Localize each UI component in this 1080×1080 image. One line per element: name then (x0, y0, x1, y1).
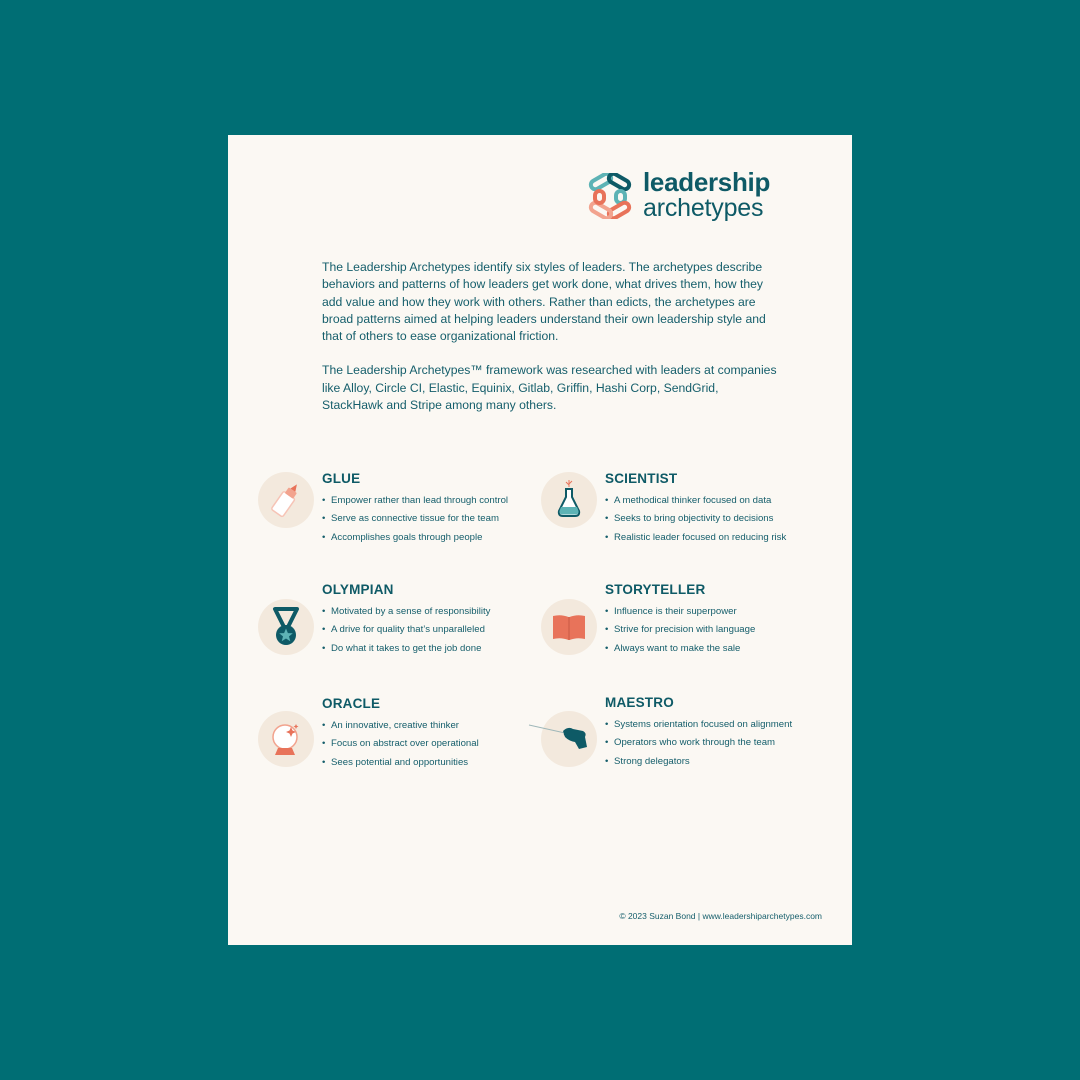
list-item: • Do what it takes to get the job done (322, 640, 490, 658)
logo-title-line2: archetypes (643, 194, 764, 222)
list-item: • A methodical thinker focused on data (605, 492, 786, 510)
intro-paragraph-2: The Leadership Archetypes™ framework was researched with leaders at companies like Alloy, Circle CI, Elastic, Equinix, Gitlab, Griffin, Hashi Corp, SendGrid, StackHawk and Stripe among many others. (322, 363, 777, 413)
archetype-points (322, 492, 508, 547)
archetype-points (322, 603, 490, 658)
archetype-title: STORYTELLER (605, 582, 706, 597)
archetype-points (605, 716, 792, 771)
list-item: • Operators who work through the team (605, 734, 792, 752)
medal-icon (258, 599, 314, 655)
list-item: • Serve as connective tissue for the team (322, 510, 508, 528)
document-page (228, 135, 852, 945)
list-item: • Systems orientation focused on alignment (605, 716, 792, 734)
archetype-title: SCIENTIST (605, 471, 678, 486)
archetype-points (605, 603, 755, 658)
list-item: • Influence is their superpower (605, 603, 755, 621)
archetype-maestro (541, 696, 831, 786)
archetype-title: MAESTRO (605, 695, 674, 710)
archetype-scientist (541, 472, 831, 562)
archetype-points (322, 717, 479, 772)
crystal-ball-icon (258, 711, 314, 767)
list-item: • Strong delegators (605, 753, 792, 771)
logo-title-line1: leadership (643, 167, 771, 197)
list-item: • An innovative, creative thinker (322, 717, 479, 735)
list-item: • Accomplishes goals through people (322, 529, 508, 547)
list-item: • Motivated by a sense of responsibility (322, 603, 490, 621)
flask-icon (541, 472, 597, 528)
archetype-points (605, 492, 786, 547)
archetype-oracle (258, 697, 548, 787)
list-item: • A drive for quality that’s unparalleled (322, 621, 490, 639)
glue-bottle-icon (258, 472, 314, 528)
archetype-title: OLYMPIAN (322, 582, 394, 597)
list-item: • Always want to make the sale (605, 640, 755, 658)
archetype-title: GLUE (322, 471, 361, 486)
list-item: • Realistic leader focused on reducing risk (605, 529, 786, 547)
book-icon (541, 599, 597, 655)
chain-link-logo-icon (586, 173, 634, 219)
list-item: • Focus on abstract over operational (322, 735, 479, 753)
list-item: • Strive for precision with language (605, 621, 755, 639)
intro-text (322, 259, 782, 431)
archetype-olympian (258, 583, 548, 673)
archetype-title: ORACLE (322, 696, 381, 711)
intro-paragraph-1: The Leadership Archetypes identify six styles of leaders. The archetypes describe behaviors and patterns of how leaders get work done, what drives them, how they add value and how they work with others. Rather than edicts, the archetypes are broad patterns aimed at helping leaders understand their own leadership style and that of others to ease organizational friction. (322, 260, 766, 344)
list-item: • Sees potential and opportunities (322, 754, 479, 772)
archetype-glue (258, 472, 548, 562)
list-item: • Seeks to bring objectivity to decisions (605, 510, 786, 528)
footer-credit: © 2023 Suzan Bond | www.leadershiparchetypes.com (619, 911, 822, 921)
archetype-storyteller (541, 583, 831, 673)
list-item: • Empower rather than lead through control (322, 492, 508, 510)
logo (586, 169, 786, 225)
conductor-hand-icon (541, 711, 597, 767)
